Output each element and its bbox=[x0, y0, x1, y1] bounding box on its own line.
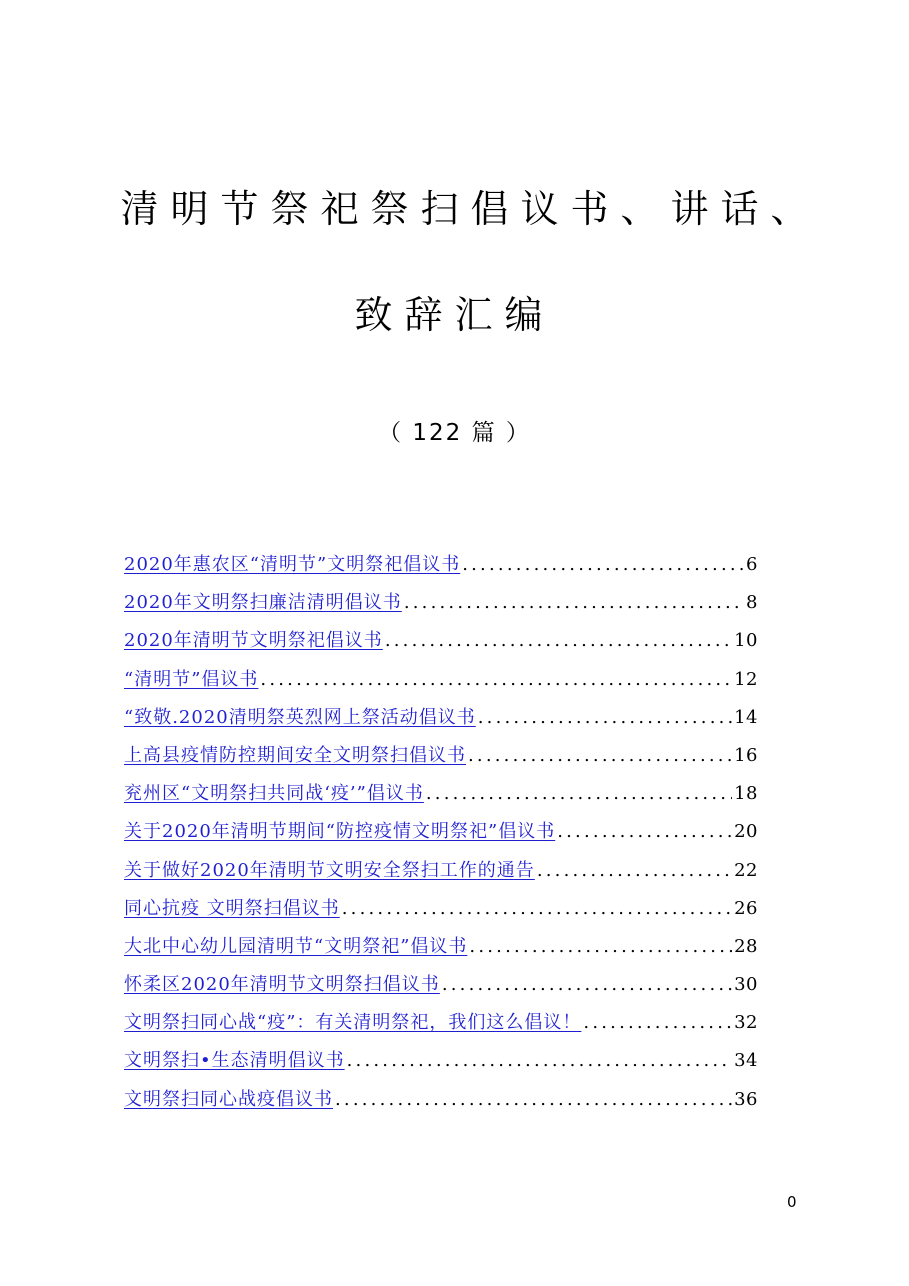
toc-dot-leader bbox=[476, 703, 732, 733]
toc-page-number: 8 bbox=[746, 592, 758, 614]
toc-page-number: 16 bbox=[734, 744, 758, 766]
toc-page-number: 18 bbox=[734, 783, 758, 805]
toc-entry bbox=[124, 894, 758, 932]
toc-entry bbox=[124, 626, 758, 664]
toc-entry-link[interactable]: 关于2020年清明节期间“防控疫情文明祭祀”倡议书 bbox=[124, 821, 556, 843]
article-count: （ 122 篇 ） bbox=[378, 420, 531, 446]
toc-page-number: 28 bbox=[734, 935, 758, 957]
toc-entry-link[interactable]: “清明节”倡议书 bbox=[124, 668, 259, 690]
toc-dot-leader bbox=[383, 626, 732, 656]
toc-entry-link[interactable]: 关于做好2020年清明节文明安全祭扫工作的通告 bbox=[124, 859, 535, 881]
toc-page-number: 36 bbox=[734, 1088, 758, 1110]
toc-page-number: 30 bbox=[734, 974, 758, 996]
toc-entry bbox=[124, 1008, 758, 1046]
document-title-line-2: 致辞汇编 bbox=[354, 293, 555, 337]
toc-dot-leader bbox=[258, 665, 732, 695]
toc-entry-link[interactable]: 文明祭扫同心战疫倡议书 bbox=[124, 1088, 333, 1110]
toc-entry bbox=[124, 588, 758, 626]
toc-page-number: 12 bbox=[734, 668, 758, 690]
toc-entry-link[interactable]: 大北中心幼儿园清明节“文明祭祀”倡议书 bbox=[124, 935, 468, 957]
toc-dot-leader bbox=[333, 1085, 732, 1115]
toc-dot-leader bbox=[424, 779, 732, 809]
table-of-contents bbox=[124, 550, 758, 1123]
toc-page-number: 26 bbox=[734, 897, 758, 919]
toc-entry-link[interactable]: 2020年清明节文明祭祀倡议书 bbox=[124, 630, 383, 652]
toc-entry bbox=[124, 665, 758, 703]
toc-dot-leader bbox=[345, 1046, 732, 1076]
toc-entry bbox=[124, 550, 758, 588]
toc-dot-leader bbox=[467, 932, 732, 962]
toc-entry bbox=[124, 703, 758, 741]
toc-dot-leader bbox=[581, 1008, 732, 1038]
toc-page-number: 10 bbox=[734, 630, 758, 652]
toc-entry bbox=[124, 856, 758, 894]
toc-dot-leader bbox=[440, 970, 732, 1000]
toc-dot-leader bbox=[466, 741, 732, 771]
toc-page-number: 34 bbox=[734, 1050, 758, 1072]
toc-entry-link[interactable]: 兖州区“文明祭扫共同战‘疫’”倡议书 bbox=[124, 783, 424, 805]
toc-entry bbox=[124, 817, 758, 855]
toc-entry bbox=[124, 932, 758, 970]
document-title-line-1: 清明节祭祀祭扫倡议书、讲话、 bbox=[120, 187, 821, 231]
toc-entry bbox=[124, 970, 758, 1008]
toc-entry-link[interactable]: 文明祭扫•生态清明倡议书 bbox=[124, 1050, 345, 1072]
toc-entry-link[interactable]: 2020年文明祭扫廉洁清明倡议书 bbox=[124, 592, 402, 614]
toc-entry bbox=[124, 741, 758, 779]
toc-entry-link[interactable]: 上高县疫情防控期间安全文明祭扫倡议书 bbox=[124, 744, 466, 766]
toc-entry-link[interactable]: 文明祭扫同心战“疫”：有关清明祭祀，我们这么倡议！ bbox=[124, 1012, 582, 1034]
toc-entry bbox=[124, 779, 758, 817]
toc-entry-link[interactable]: “致敬.2020清明祭英烈网上祭活动倡议书 bbox=[124, 706, 476, 728]
toc-dot-leader bbox=[535, 856, 732, 886]
toc-page-number: 20 bbox=[734, 821, 758, 843]
toc-dot-leader bbox=[555, 817, 732, 847]
toc-dot-leader bbox=[460, 550, 744, 580]
toc-dot-leader bbox=[402, 588, 744, 618]
toc-entry-link[interactable]: 2020年惠农区“清明节”文明祭祀倡议书 bbox=[124, 554, 461, 575]
toc-page-number: 32 bbox=[734, 1012, 758, 1034]
toc-entry bbox=[124, 1085, 758, 1123]
toc-page-number: 22 bbox=[734, 859, 758, 881]
toc-page-number: 14 bbox=[734, 706, 758, 728]
toc-entry-link[interactable]: 同心抗疫 文明祭扫倡议书 bbox=[124, 897, 340, 919]
toc-entry bbox=[124, 1046, 758, 1084]
toc-dot-leader bbox=[340, 894, 732, 924]
page-number: 0 bbox=[787, 1193, 797, 1211]
toc-entry-link[interactable]: 怀柔区2020年清明节文明祭扫倡议书 bbox=[124, 974, 440, 996]
toc-page-number: 6 bbox=[746, 554, 758, 575]
